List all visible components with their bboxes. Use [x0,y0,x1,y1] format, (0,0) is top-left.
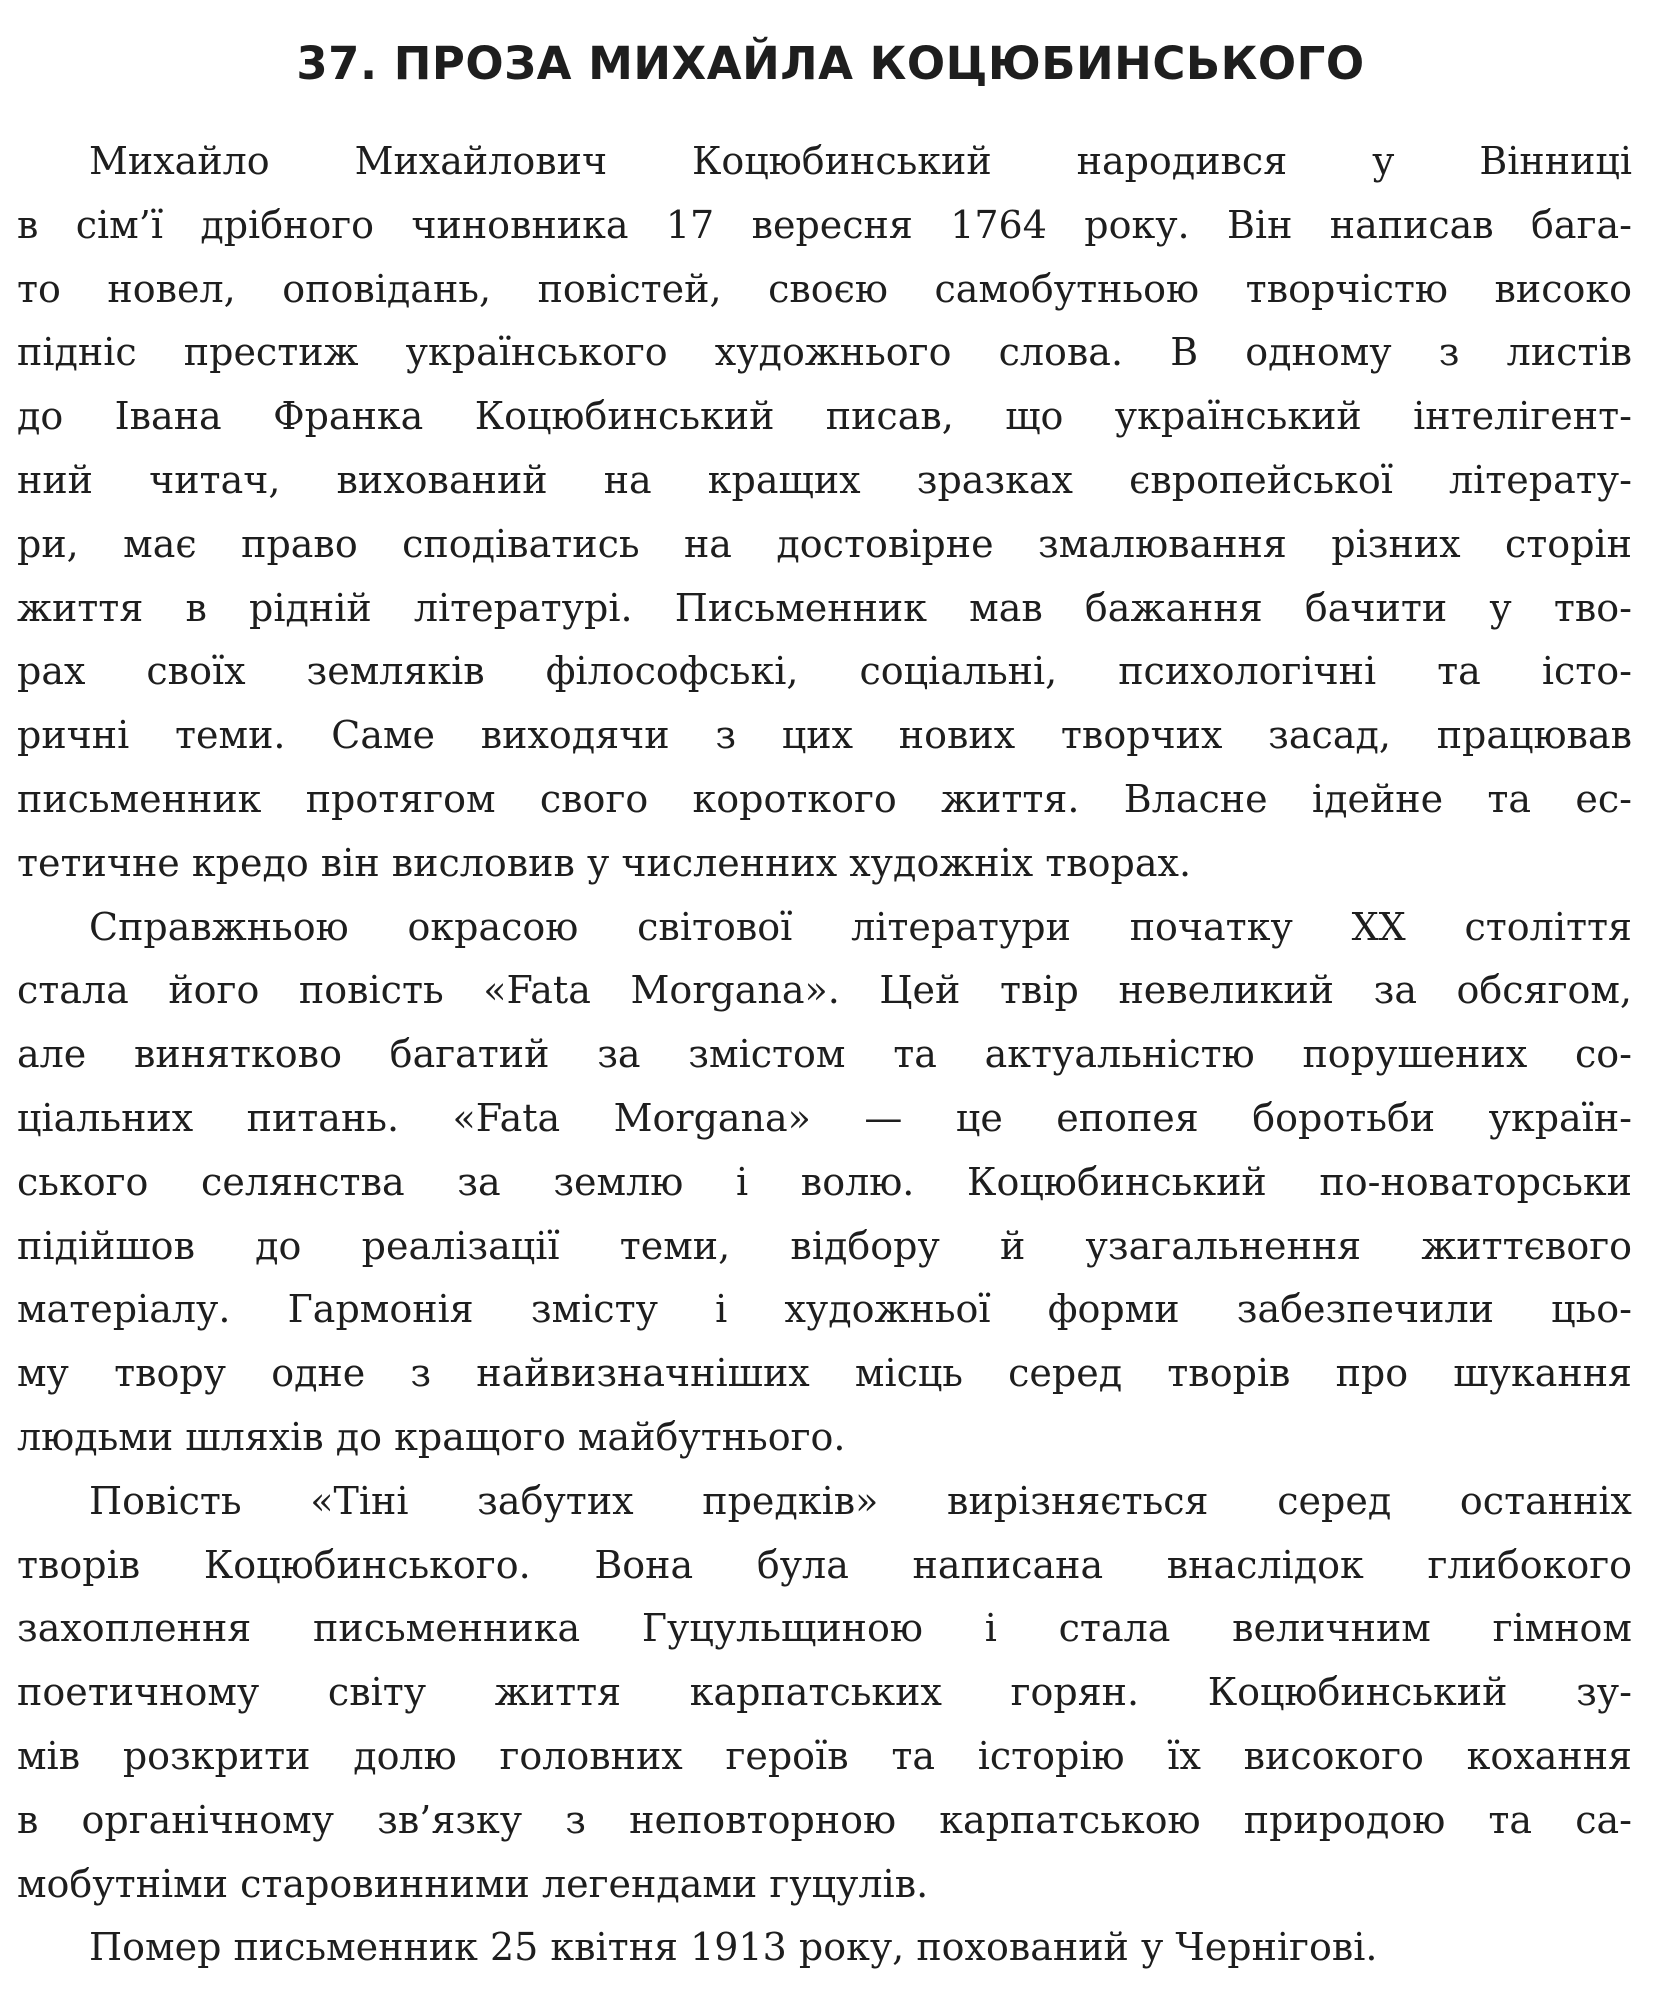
text-line: людьми шляхів до кращого майбутнього. [17,1414,846,1459]
text-line: тетичне кредо він висловив у численних художніх творах. [17,840,1192,885]
text-line: матеріалу. Гармонія змісту і художньої форми забезпечили цьо- [17,1287,1632,1332]
text-line: поетичному світу життя карпатських горян. Коцюбинський зу- [17,1670,1632,1715]
text-line: захоплення письменника Гуцульщиною і стала величним гімном [17,1606,1632,1651]
text-line: ний читач, вихований на кращих зразках європейської літерату- [17,457,1632,502]
text-line: Помер письменник 25 квітня 1913 року, похований у Чернігові. [89,1925,1378,1970]
text-line: до Івана Франка Коцюбинський писав, що український інтелігент- [17,394,1632,439]
paragraph [17,896,1632,1470]
text-line: але винятково багатий за змістом та актуальністю порушених со- [17,1032,1632,1077]
paragraph [17,1470,1632,1917]
text-line: Повість «Тіні забутих предків» вирізняється серед останніх [89,1478,1632,1523]
text-line: му твору одне з найвизначніших місць серед творів про шукання [17,1351,1632,1396]
text-line: підніс престиж українського художнього слова. В одному з листів [17,330,1632,375]
text-line: ського селянства за землю і волю. Коцюбинський по-новаторськи [17,1159,1632,1204]
text-line: мів розкрити долю головних героїв та історію їх високого кохання [17,1733,1632,1778]
text-line: ціальних питань. «Fata Morgana» — це епопея боротьби україн- [17,1095,1632,1140]
text-line: в сім’ї дрібного чиновника 17 вересня 1764 року. Він написав бага- [17,202,1632,247]
text-line: мобутніми старовинними легендами гуцулів. [17,1861,929,1906]
text-line: ричні теми. Саме виходячи з цих нових творчих засад, працював [17,713,1632,758]
text-line: рах своїх земляків філософські, соціальні, психологічні та істо- [17,649,1632,694]
text-line: підійшов до реалізації теми, відбору й узагальнення життєвого [17,1223,1632,1268]
text-line: стала його повість «Fata Morgana». Цей твір невеликий за обсягом, [17,968,1632,1013]
text-line: ри, має право сподіватись на достовірне змалювання різних сторін [17,521,1632,566]
text-line: то новел, оповідань, повістей, своєю самобутньою творчістю високо [17,266,1632,311]
text-line: життя в рідній літературі. Письменник мав бажання бачити у тво- [17,585,1632,630]
paragraph [17,1916,1632,1980]
text-line: Михайло Михайлович Коцюбинський народився у Вінниці [89,139,1632,183]
text-line: письменник протягом свого короткого життя. Власне ідейне та ес- [17,776,1632,821]
article-body [17,130,1632,1980]
text-line: творів Коцюбинського. Вона була написана внаслідок глибокого [17,1542,1632,1587]
paragraph [17,130,1632,896]
text-line: Справжньою окрасою світової літератури початку XX століття [89,904,1632,949]
page-title: 37. ПРОЗА МИХАЙЛА КОЦЮБИНСЬКОГО [296,37,1365,90]
text-line: в органічному зв’язку з неповторною карпатською природою та са- [17,1797,1632,1842]
